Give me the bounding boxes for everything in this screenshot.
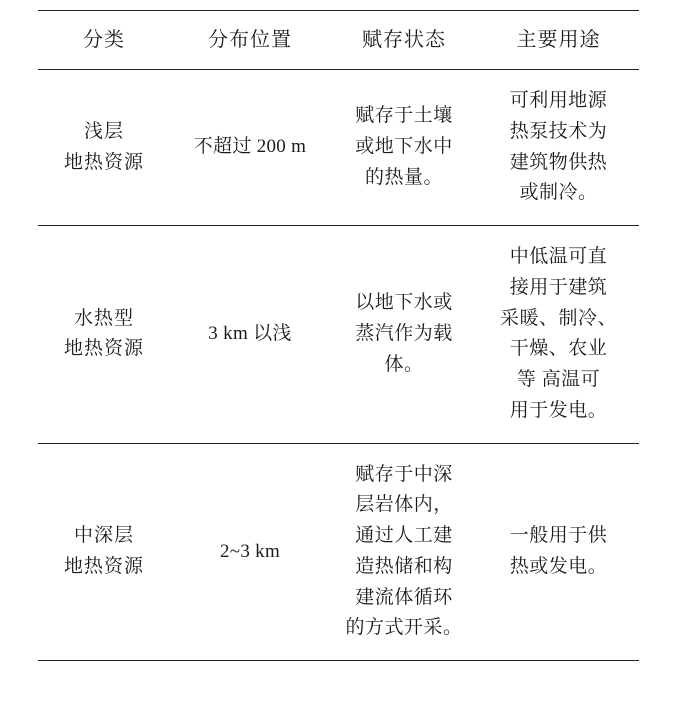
cell-text-line: 可利用地源	[509, 90, 608, 111]
geothermal-resources-table	[38, 10, 639, 661]
cell-text-line: 中深层	[73, 525, 134, 547]
cell-state	[330, 70, 478, 226]
table-body	[38, 70, 639, 661]
cell-category	[38, 70, 170, 226]
cell-text-line: 或地下水中	[355, 136, 453, 158]
cell-location: 3 km 以浅	[170, 226, 330, 444]
table-header	[38, 11, 639, 70]
cell-category	[38, 226, 170, 444]
cell-location: 不超过 200 m	[170, 70, 330, 226]
cell-location: 2~3 km	[170, 443, 330, 661]
cell-text-line: 热泵技术为	[509, 120, 608, 142]
table-row	[38, 443, 639, 661]
cell-text-line: 的方式开采。	[345, 617, 463, 639]
document-page	[0, 10, 677, 717]
cell-text-line: 中低温可直	[509, 246, 608, 268]
cell-text-line: 体。	[384, 353, 424, 375]
cell-text-line: 干燥、农业	[509, 338, 608, 360]
cell-text-line: 赋存于土壤	[355, 105, 453, 127]
cell-use	[478, 70, 639, 226]
cell-state	[330, 226, 478, 444]
cell-text-line: 浅层	[83, 120, 124, 142]
cell-text-line: 层岩体内，	[355, 494, 453, 516]
cell-text-line: 地热资源	[63, 151, 144, 173]
cell-text-line: 造热储和构	[355, 555, 453, 577]
cell-text-line: 接用于建筑	[509, 276, 608, 298]
cell-text-line: 热或发电。	[509, 555, 608, 577]
cell-text-line: 以地下水或	[355, 292, 453, 314]
table-row	[38, 226, 639, 444]
cell-text-line: 地热资源	[63, 338, 144, 360]
cell-text-line: 地热资源	[63, 555, 144, 577]
cell-use	[478, 226, 639, 444]
cell-text-line: 建流体循环	[355, 586, 453, 608]
cell-text-line: 一般用于供	[509, 525, 608, 547]
cell-text-line: 蒸汽作为载	[355, 322, 453, 344]
cell-category	[38, 443, 170, 661]
cell-text-line: 通过人工建	[355, 525, 453, 547]
column-header-use: 主要用途	[478, 11, 639, 70]
column-header-category: 分类	[38, 11, 170, 70]
cell-text-line: 采暖、制冷、	[499, 307, 617, 329]
cell-state	[330, 443, 478, 661]
cell-text-line: 水热型	[73, 307, 134, 329]
table-header-row	[38, 11, 639, 70]
cell-text-line: 的热量。	[364, 166, 443, 188]
cell-text-line: 或制冷。	[519, 182, 598, 204]
column-header-location: 分布位置	[170, 11, 330, 70]
cell-text-line: 建筑物供热	[509, 151, 608, 173]
cell-use	[478, 443, 639, 661]
column-header-state: 赋存状态	[330, 11, 478, 70]
cell-text-line: 赋存于中深	[355, 463, 453, 485]
cell-text-line: 用于发电。	[509, 399, 608, 421]
cell-text-line: 等 高温可	[516, 369, 601, 391]
table-row	[38, 70, 639, 226]
